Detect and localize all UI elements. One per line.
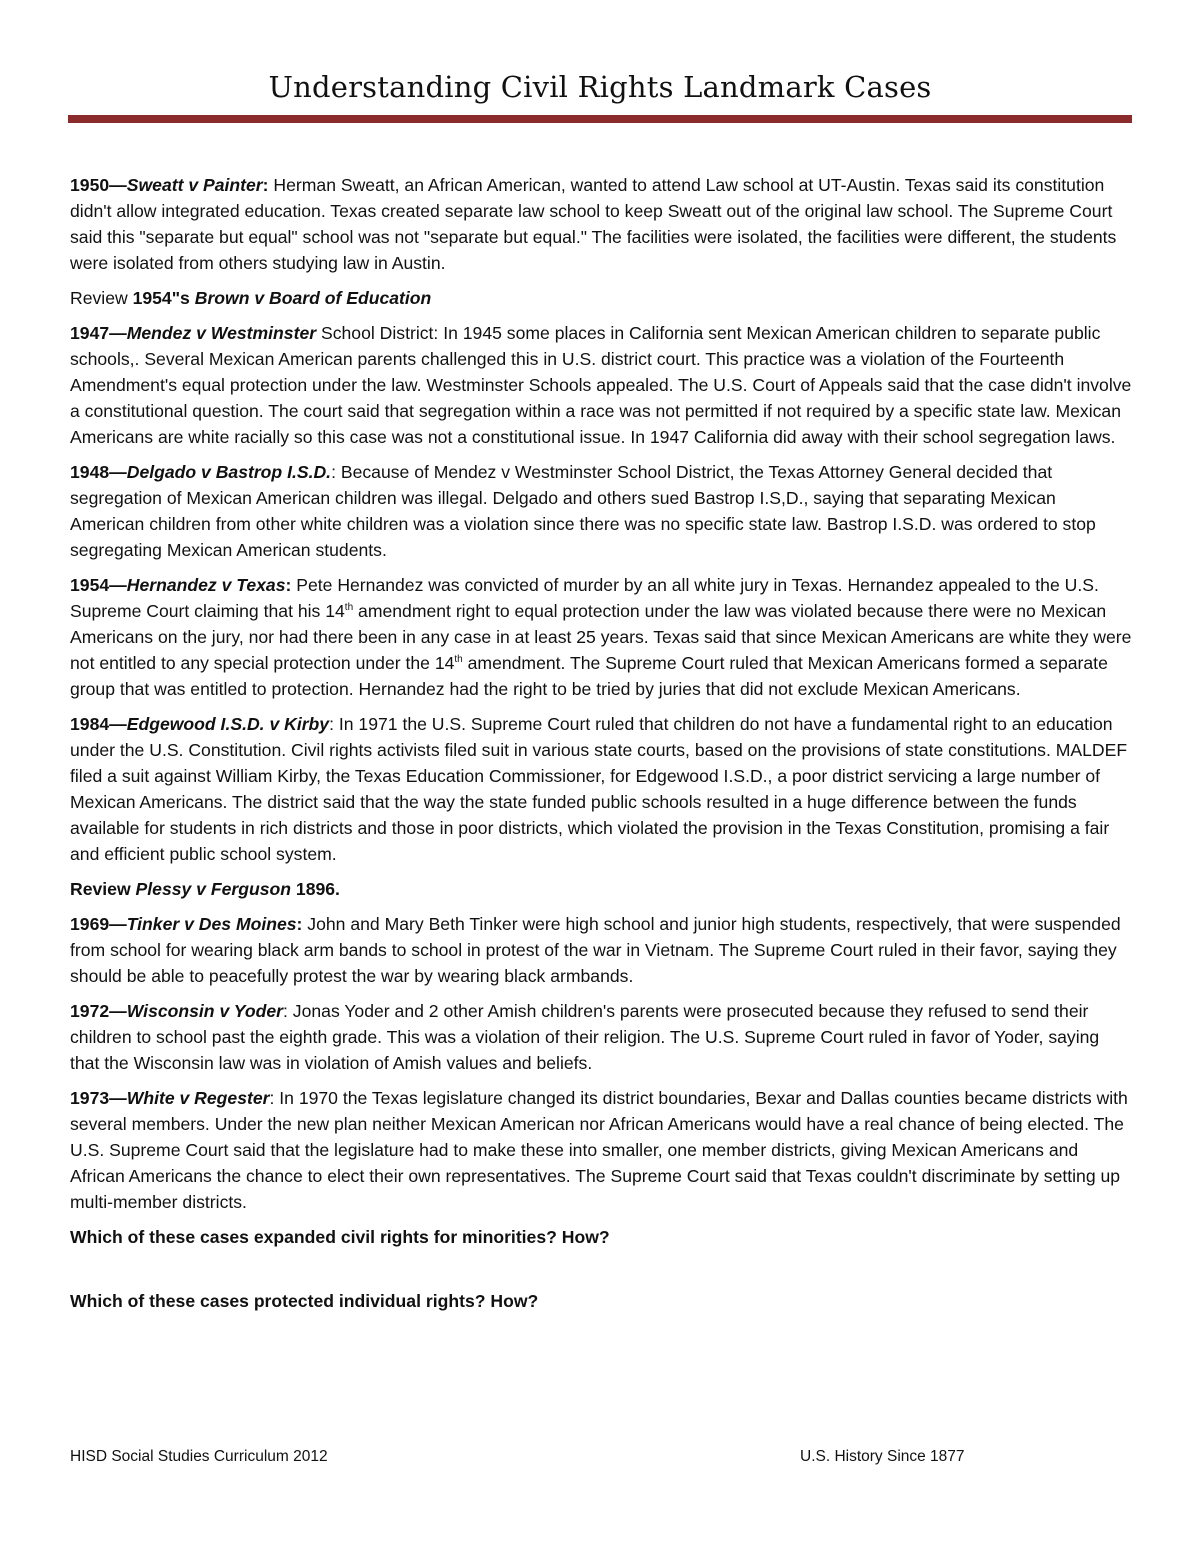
case-text: John and Mary Beth Tinker were high school and junior high students, respectively, that were suspended from school for wearing black arm bands to school in protest of the war in Vietnam. The Supreme Court ruled in their favor, saying they should be able to peacefully protest the war by wearing black armbands. — [70, 914, 1121, 986]
case-name: White v Regester — [126, 1088, 270, 1108]
case-separator: : — [285, 575, 297, 595]
case-separator: : — [262, 175, 274, 195]
case-date: 1947— — [70, 323, 127, 343]
review-year: 1896. — [291, 879, 340, 899]
case-paragraph-white — [70, 1085, 1132, 1215]
case-paragraph-hernandez — [70, 572, 1132, 702]
case-name: Wisconsin v Yoder — [126, 1001, 284, 1021]
question-individual-rights: Which of these cases protected individual rights? How? — [70, 1291, 539, 1311]
case-paragraph-delgado — [70, 459, 1132, 563]
case-separator: : — [329, 714, 339, 734]
case-date: 1954— — [70, 575, 127, 595]
review-plessy — [70, 876, 1132, 902]
review-brown — [70, 285, 1132, 311]
ordinal-suffix: th — [344, 602, 354, 614]
footer-curriculum: HISD Social Studies Curriculum 2012 — [70, 1448, 328, 1465]
case-text: Pete Hernandez was convicted of murder by an all white jury in Texas. Hernandez appealed to the U.S. Supreme Court claiming that his 14 — [70, 575, 1099, 621]
case-text: amendment. The Supreme Court ruled that Mexican Americans formed a separate group that was entitled to protection. Hernandez had the right to be tried by juries that did not exclude Mexican Americans. — [70, 653, 1108, 699]
case-text: : Because of Mendez v Westminster School District, the Texas Attorney General decided that segregation of Mexican American children was illegal. Delgado and others sued Bastrop I.S,D., saying that separating Mexican American children from other white children was a violation since there was no specific state law. Bastrop I.S.D. was ordered to stop segregating Mexican American students. — [70, 462, 1096, 560]
case-date: 1969— — [70, 914, 127, 934]
review-prefix: Review — [70, 288, 133, 308]
case-date: 1972— — [70, 1001, 127, 1021]
case-date: 1950— — [70, 175, 127, 195]
case-text: Herman Sweatt, an African American, wanted to attend Law school at UT-Austin. Texas said its constitution didn't allow integrated education. Texas created separate law school to keep Sweatt out of the original law school. The Supreme Court said this "separate but equal" school was not "separate but equal." The facilities were isolated, the facilities were different, the students were isolated from others studying law in Austin. — [70, 175, 1117, 273]
document-body — [70, 172, 1132, 1323]
case-paragraph-tinker — [70, 911, 1132, 989]
case-paragraph-wisconsin — [70, 998, 1132, 1076]
case-text: School District: In 1945 some places in California sent Mexican American children to separate public schools,. Several Mexican American parents challenged this in U.S. district court. This practice was a violation of the Fourteenth Amendment's equal protection under the law. Westminster Schools appealed. The U.S. Court of Appeals said that the case didn't involve a constitutional question. The court said that segregation within a race was not permitted if not required by a specific state law. Mexican Americans are white racially so this case was not a constitutional issue. In 1947 California did away with their school segregation laws. — [70, 323, 1132, 447]
case-date: 1948— — [70, 462, 127, 482]
case-text: In 1971 the U.S. Supreme Court ruled that children do not have a fundamental right to an education under the U.S. Constitution. Civil rights activists filed suit in various state courts, based on the provisions of state constitutions. MALDEF filed a suit against William Kirby, the Texas Education Commissioner, for Edgewood I.S.D., a poor district servicing a large number of Mexican Americans. The district said that the way the state funded public schools resulted in a huge difference between the funds available for students in rich districts and those in poor districts, which violated the provision in the Texas Constitution, promising a fair and efficient public school system. — [70, 714, 1128, 864]
review-year: 1954"s — [132, 288, 195, 308]
case-text: amendment right to equal protection under the law was violated because there were no Mexican Americans on the jury, nor had there been in any case in at least 25 years. Texas said that since Mexican Americans are white they were not entitled to any special protection under the 14 — [70, 601, 1132, 673]
case-name: Sweatt v Painter — [126, 175, 263, 195]
case-name: Delgado v Bastrop I.S.D. — [126, 462, 332, 482]
review-case-name: Plessy v Ferguson — [135, 879, 292, 899]
case-separator: : — [296, 914, 308, 934]
case-name: Edgewood I.S.D. v Kirby — [126, 714, 330, 734]
review-prefix: Review — [70, 879, 136, 899]
review-case-name: Brown v Board of Education — [194, 288, 432, 308]
page-title: Understanding Civil Rights Landmark Cases — [268, 70, 932, 104]
case-name: Mendez v Westminster — [126, 323, 317, 343]
title-divider — [68, 115, 1132, 123]
case-separator: : — [269, 1088, 280, 1108]
ordinal-suffix: th — [454, 654, 463, 666]
case-name: Tinker v Des Moines — [126, 914, 297, 934]
case-text: Jonas Yoder and 2 other Amish children's parents were prosecuted because they refused to send their children to school past the eighth grade. This was a violation of their religion. The U.S. Supreme Court ruled in favor of Yoder, saying that the Wisconsin law was in violation of Amish values and beliefs. — [70, 1001, 1100, 1073]
case-paragraph-mendez — [70, 320, 1132, 450]
case-paragraph-sweatt — [70, 172, 1132, 276]
case-separator: : — [283, 1001, 293, 1021]
case-date: 1973— — [70, 1088, 127, 1108]
question-expanded-rights: Which of these cases expanded civil rights for minorities? How? — [70, 1227, 610, 1247]
footer-course: U.S. History Since 1877 — [800, 1448, 965, 1465]
case-name: Hernandez v Texas — [126, 575, 286, 595]
case-text: In 1970 the Texas legislature changed its district boundaries, Bexar and Dallas counties became districts with several members. Under the new plan neither Mexican American nor African Americans would have a real chance of being elected. The U.S. Supreme Court said that the legislature had to make these into smaller, one member districts, giving Mexican Americans and African Americans the chance to elect their own representatives. The Supreme Court said that Texas couldn't discriminate by setting up multi-member districts. — [70, 1088, 1128, 1212]
case-paragraph-edgewood — [70, 711, 1132, 867]
case-date: 1984— — [70, 714, 127, 734]
